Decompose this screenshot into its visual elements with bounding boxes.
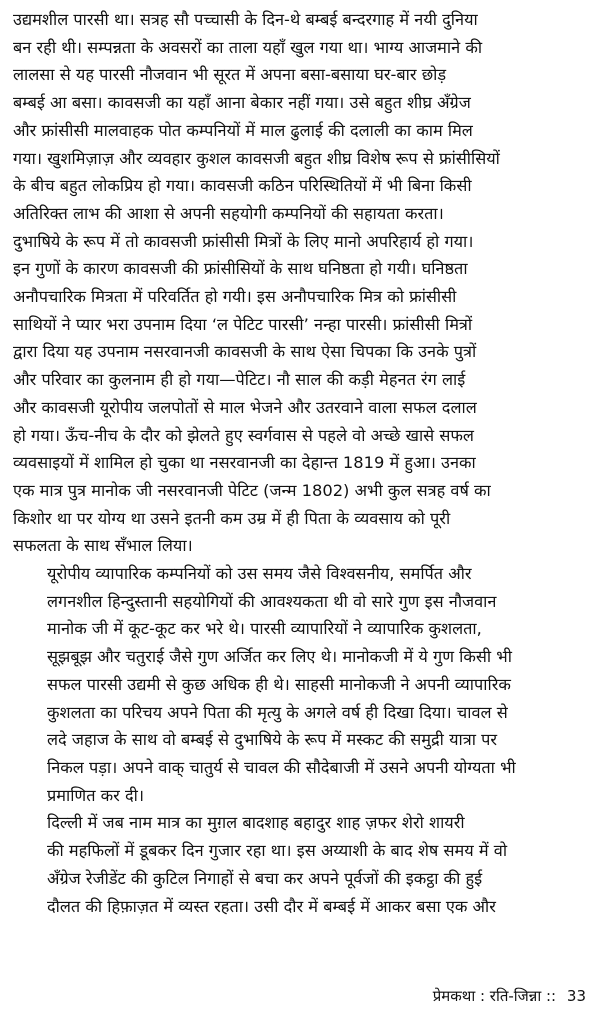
text-line: लालसा से यह पारसी नौजवान भी सूरत में अपना बसा-बसाया घर-बार छोड़ bbox=[13, 65, 447, 85]
paragraph bbox=[13, 809, 588, 920]
paragraph bbox=[13, 560, 588, 809]
text-line: अतिरिक्त लाभ की आशा से अपनी सहयोगी कम्पनियों की सहायता करता। bbox=[13, 203, 444, 223]
text-line: अनौपचारिक मित्रता में परिवर्तित हो गयी। इस अनौपचारिक मित्र को फ्रांसीसी bbox=[13, 287, 457, 307]
text-line: दौलत की हिफ़ाज़त में व्यस्त रहता। उसी दौर में बम्बई में आकर बसा एक और bbox=[47, 896, 496, 916]
text-line: इन गुणों के कारण कावसजी की फ्रांसीसियों के साथ घनिष्ठता हो गयी। घनिष्ठता bbox=[13, 259, 468, 279]
text-line: निकल पड़ा। अपने वाक् चातुर्य से चावल की सौदेबाजी में उसने अपनी योग्यता भी bbox=[47, 757, 516, 777]
text-line: प्रमाणित कर दी। bbox=[47, 785, 145, 805]
text-line: किशोर था पर योग्य था उसने इतनी कम उम्र में ही पिता के व्यवसाय को पूरी bbox=[13, 508, 451, 528]
text-line: लदे जहाज के साथ वो बम्बई से दुभाषिये के रूप में मस्कट की समुद्री यात्रा पर bbox=[47, 730, 498, 750]
text-line: लगनशील हिन्दुस्तानी सहयोगियों की आवश्यकता थी वो सारे गुण इस नौजवान bbox=[47, 591, 497, 611]
text-line: और परिवार का कुलनाम ही हो गया—पेटिट। नौ साल की कड़ी मेहनत रंग लाई bbox=[13, 370, 466, 390]
page-number: 33 bbox=[566, 987, 586, 1005]
text-line: की महफिलों में डूबकर दिन गुजार रहा था। इस अय्याशी के बाद शेष समय में वो bbox=[47, 841, 508, 861]
text-line: एक मात्र पुत्र मानोक जी नसरवानजी पेटिट (जन्म 1802) अभी कुल सत्रह वर्ष का bbox=[13, 480, 491, 500]
text-line: गया। खुशमिज़ाज़ और व्यवहार कुशल कावसजी बहुत शीघ्र विशेष रूप से फ्रांसीसियों bbox=[13, 148, 500, 168]
text-line: साथियों ने प्यार भरा उपनाम दिया ‘ल पेटिट पारसी’ नन्हा पारसी। फ्रांसीसी मित्रों bbox=[13, 314, 473, 334]
text-line: दिल्ली में जब नाम मात्र का मुग़ल बादशाह बहादुर शाह ज़फर शेरो शायरी bbox=[47, 813, 465, 833]
paragraph bbox=[13, 6, 588, 560]
text-line: सफल पारसी उद्यमी से कुछ अधिक ही थे। साहसी मानोकजी ने अपनी व्यापारिक bbox=[47, 674, 511, 694]
text-line: कुशलता का परिचय अपने पिता की मृत्यु के अगले वर्ष ही दिखा दिया। चावल से bbox=[47, 702, 508, 722]
text-line: और कावसजी यूरोपीय जलपोतों से माल भेजने और उतरवाने वाला सफल दलाल bbox=[13, 397, 477, 417]
text-line: मानोक जी में कूट-कूट कर भरे थे। पारसी व्यापारियों ने व्यापारिक कुशलता, bbox=[47, 619, 482, 639]
text-line: के बीच बहुत लोकप्रिय हो गया। कावसजी कठिन परिस्थितियों में भी बिना किसी bbox=[13, 176, 472, 196]
text-line: उद्यमशील पारसी था। सत्रह सौ पच्चासी के दिन-थे बम्बई बन्दरगाह में नयी दुनिया bbox=[13, 10, 478, 29]
text-line: यूरोपीय व्यापारिक कम्पनियों को उस समय जैसे विश्वसनीय, समर्पित और bbox=[47, 564, 472, 584]
text-line: हो गया। ऊँच-नीच के दौर को झेलते हुए स्वर्गवास से पहले वो अच्छे खासे सफल bbox=[13, 425, 474, 445]
text-line: और फ्रांसीसी मालवाहक पोत कम्पनियों में माल ढुलाई की दलाली का काम मिल bbox=[13, 120, 473, 140]
page-footer bbox=[433, 986, 586, 1006]
text-line: सूझबूझ और चतुराई जैसे गुण अर्जित कर लिए थे। मानोकजी में ये गुण किसी भी bbox=[47, 647, 512, 667]
text-line: सफलता के साथ सँभाल लिया। bbox=[13, 536, 193, 556]
body-text bbox=[13, 6, 588, 920]
running-title: प्रेमकथा : रति-जिन्ना :: bbox=[432, 987, 557, 1005]
text-line: दुभाषिये के रूप में तो कावसजी फ्रांसीसी मित्रों के लिए मानो अपरिहार्य हो गया। bbox=[13, 231, 474, 251]
text-line: द्वारा दिया यह उपनाम नसरवानजी कावसजी के साथ ऐसा चिपका कि उनके पुत्रों bbox=[13, 342, 477, 362]
text-line: बम्बई आ बसा। कावसजी का यहाँ आना बेकार नहीं गया। उसे बहुत शीघ्र अँग्रेज bbox=[13, 93, 471, 113]
text-line: बन रही थी। सम्पन्नता के अवसरों का ताला यहाँ खुल गया था। भाग्य आजमाने की bbox=[13, 37, 483, 57]
text-line: व्यवसाइयों में शामिल हो चुका था नसरवानजी का देहान्त 1819 में हुआ। उनका bbox=[13, 453, 476, 473]
text-line: अँग्रेज रेजीडेंट की कुटिल निगाहों से बचा कर अपने पूर्वजों की इकट्ठा की हुई bbox=[47, 868, 483, 888]
